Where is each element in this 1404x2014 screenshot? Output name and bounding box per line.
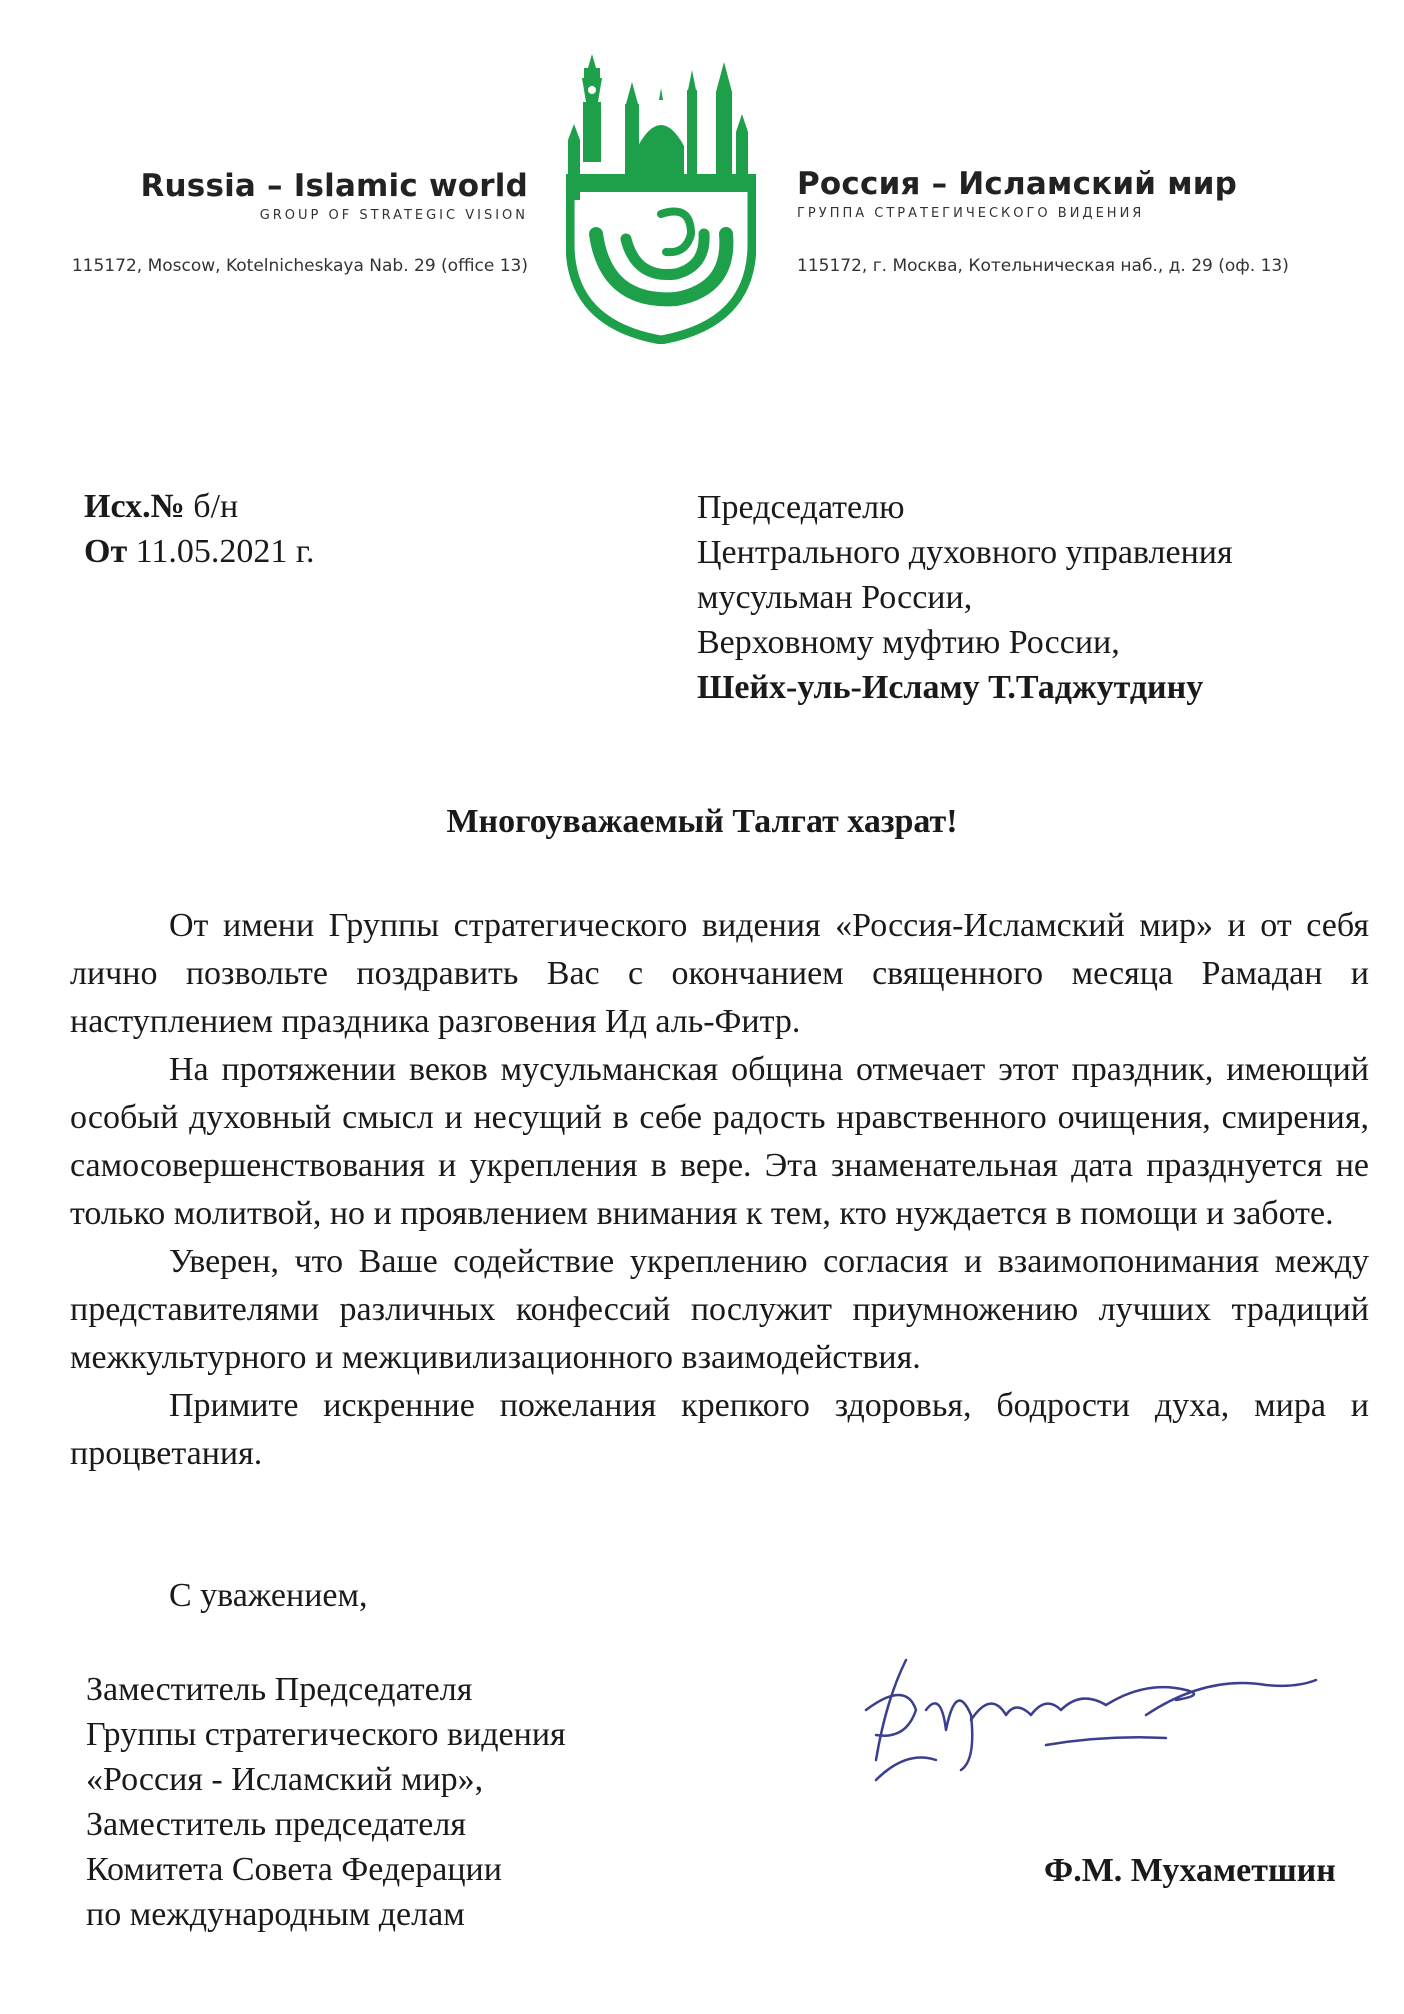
body-paragraph: На протяжении веков мусульманская община отмечает этот праздник, имеющий особый духовный смысл и несущий в себе радость нравственного очищения, смирения, самосовершенствования и укрепления в вере. Эта знаменательная дата празднуется не только молитвой, но и проявлением внимания к тем, кто нуждается в помощи и заботе. <box>70 1051 1369 1232</box>
closing: С уважением, <box>169 1577 368 1614</box>
outgoing-number <box>84 485 238 529</box>
body-paragraph: От имени Группы стратегического видения «Россия-Исламский мир» и от себя лично позвольте поздравить Вас с окончанием священного месяца Рамадан и наступлением праздника разговения Ид аль-Фитр. <box>70 907 1369 1040</box>
addressee-line: Председателю <box>697 489 905 526</box>
position-line: «Россия - Исламский мир», <box>86 1761 484 1798</box>
body-paragraph: Уверен, что Ваше содействие укреплению согласия и взаимопонимания между представителями различных конфессий послужит приумножению лучших традиций межкультурного и межцивилизационного взаимодействия. <box>70 1243 1369 1376</box>
kremlin-mosque-crescent-logo <box>566 54 756 344</box>
letterhead-subtitle-en: GROUP OF STRATEGIC VISION <box>259 208 528 223</box>
letterhead-title-ru: Россия – Исламский мир <box>797 166 1238 202</box>
letterhead-subtitle-ru: ГРУППА СТРАТЕГИЧЕСКОГО ВИДЕНИЯ <box>797 206 1145 221</box>
addressee-name: Шейх-уль-Исламу Т.Таджутдину <box>697 669 1204 706</box>
addressee-block <box>697 485 1233 710</box>
addressee-line: Центрального духовного управления <box>697 534 1233 571</box>
letterhead-address-ru: 115172, г. Москва, Котельническая наб., д. 29 (оф. 13) <box>797 256 1289 276</box>
letterhead-address-en: 115172, Moscow, Kotelnicheskaya Nab. 29 (office 13) <box>71 256 528 276</box>
signer-name: Ф.М. Мухаметшин <box>1044 1852 1336 1889</box>
position-line: по международным делам <box>86 1896 465 1933</box>
body-paragraph: Примите искренние пожелания крепкого здоровья, бодрости духа, мира и процветания. <box>70 1387 1369 1472</box>
outgoing-number-value: б/н <box>193 488 239 525</box>
salutation: Многоуважаемый Талгат хазрат! <box>446 803 958 840</box>
letter-date-value: 11.05.2021 г. <box>135 533 315 570</box>
addressee-line: мусульман России, <box>697 579 973 616</box>
letterhead-title-en: Russia – Islamic world <box>140 168 528 204</box>
letter-date-label: От <box>84 533 128 570</box>
signer-position <box>86 1667 566 1937</box>
addressee-line: Верховному муфтию России, <box>697 624 1120 661</box>
letter-body <box>70 902 1369 1478</box>
position-line: Заместитель Председателя <box>86 1671 473 1708</box>
letter-date <box>84 530 315 574</box>
handwritten-signature <box>846 1620 1346 1820</box>
position-line: Группы стратегического видения <box>86 1716 566 1753</box>
outgoing-number-label: Исх.№ <box>84 488 185 525</box>
position-line: Комитета Совета Федерации <box>86 1851 502 1888</box>
position-line: Заместитель председателя <box>86 1806 466 1843</box>
